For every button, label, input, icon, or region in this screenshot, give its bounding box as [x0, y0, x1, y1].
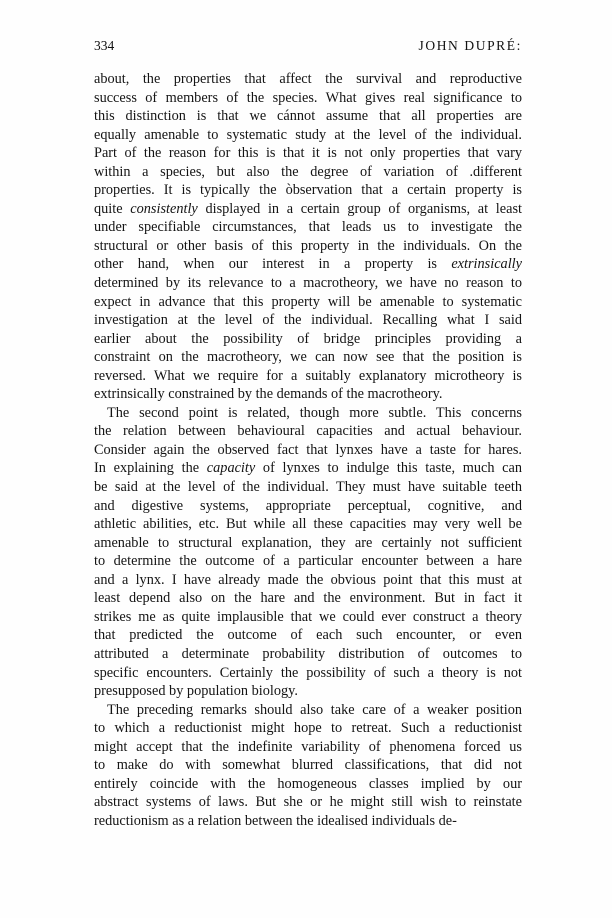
text-line: structural or other basis of this property in the individuals. On the [94, 237, 522, 254]
italic-emphasis: capacity [206, 460, 256, 477]
text-line: be said at the level of the individual. They must have suitable teeth [94, 479, 522, 496]
text-line: quite consistently displayed in a certain group of organisms, at least [94, 200, 522, 217]
text-line: entirely coincide with the homogeneous classes implied by our [94, 775, 522, 792]
text-line: to which a reductionist might hope to retreat. Such a reductionist [94, 720, 522, 737]
page-number: 334 [94, 38, 115, 53]
text-line: determined by its relevance to a macrotheory, we have no reason to [94, 275, 522, 292]
text-line: to determine the outcome of a particular encounter between a hare [94, 553, 522, 570]
text-line: the relation between behavioural capacities and actual behaviour. [94, 423, 522, 440]
text-line: might accept that the indefinite variability of phenomena forced us [94, 738, 522, 755]
text-line: earlier about the possibility of bridge principles providing a [94, 330, 522, 347]
text-line: under specifiable circumstances, that leads us to investigate the [94, 219, 522, 236]
running-head: JOHN DUPRÉ: [418, 38, 522, 53]
text-line: success of members of the species. What gives real significance to [94, 89, 522, 106]
text-line: presupposed by population biology. [94, 683, 298, 700]
italic-emphasis: extrinsically [451, 256, 522, 273]
text-line: reversed. What we require for a suitably explanatory microtheory is [94, 367, 522, 384]
paragraph [94, 70, 522, 404]
text-line: to make do with somewhat blurred classifications, that did not [94, 757, 522, 774]
text-line: Consider again the observed fact that lynxes have a taste for hares. [94, 441, 522, 458]
text-line: The preceding remarks should also take care of a weaker position [107, 701, 522, 718]
text-line: athletic abilities, etc. But while all these capacities may very well be [94, 516, 522, 533]
body-text [94, 70, 522, 830]
text-line: and a lynx. I have already made the obvious point that this must at [94, 571, 522, 588]
text-line: this distinction is that we cánnot assume that all properties are [94, 108, 522, 125]
paragraph [94, 404, 522, 701]
text-line: The second point is related, though more subtle. This concerns [107, 404, 522, 421]
text-line: attributed a determinate probability distribution of outcomes to [94, 645, 522, 662]
text-line: equally amenable to systematic study at the level of the individual. [94, 126, 522, 143]
text-line: and digestive systems, appropriate perceptual, cognitive, and [94, 497, 522, 514]
text-line: investigation at the level of the individual. Recalling what I said [94, 312, 522, 329]
text-line: amenable to structural explanation, they are certainly not sufficient [94, 534, 522, 551]
text-line: constraint on the macrotheory, we can now see that the position is [94, 349, 522, 366]
text-line: abstract systems of laws. But she or he might still wish to reinstate [94, 794, 522, 811]
text-line: extrinsically constrained by the demands of the macrotheory. [94, 386, 443, 403]
text-line: reductionism as a relation between the idealised individuals de- [94, 812, 457, 829]
text-line: expect in advance that this property will be amenable to systematic [94, 293, 522, 310]
text-line: least depend also on the hare and the environment. But in fact it [94, 590, 522, 607]
text-line: other hand, when our interest in a property is extrinsically [94, 256, 522, 273]
text-line: properties. It is typically the òbservation that a certain property is [94, 182, 522, 199]
text-line: about, the properties that affect the survival and reproductive [94, 71, 522, 87]
text-line: Part of the reason for this is that it is not only properties that vary [94, 145, 522, 162]
text-line: within a species, but also the degree of variation of .different [94, 163, 522, 180]
text-line: In explaining the capacity of lynxes to indulge this taste, much can [94, 460, 522, 477]
text-line: specific encounters. Certainly the possibility of such a theory is not [94, 664, 522, 681]
italic-emphasis: consistently [130, 200, 198, 217]
text-line: strikes me as quite implausible that we could ever construct a theory [94, 608, 522, 625]
text-line: that predicted the outcome of each such encounter, or even [94, 627, 522, 644]
paragraph [94, 701, 522, 831]
page-header [94, 38, 522, 56]
